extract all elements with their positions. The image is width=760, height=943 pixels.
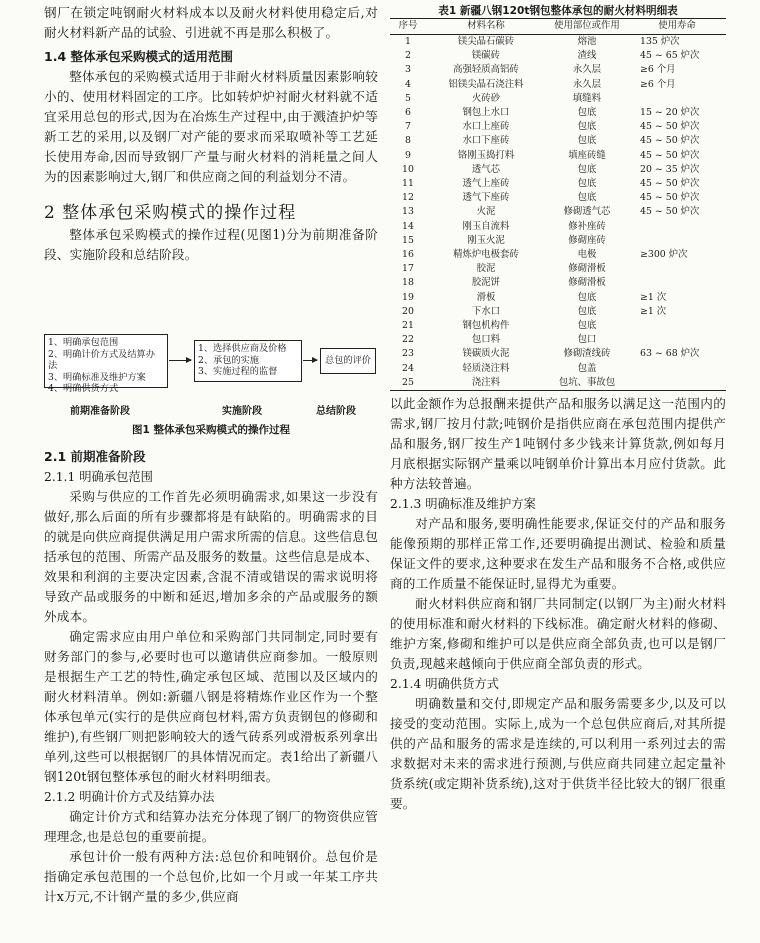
table-cell: 透气下座砖 [462,192,510,204]
materials-table [390,18,726,391]
table-cell: 永久层 [572,78,602,90]
table-cell: 刚玉自流料 [462,220,510,232]
table-row [390,149,726,163]
table-cell: ≥300 炉次 [640,249,688,261]
figure-box-line: 2、承包的实施 [198,354,259,366]
figure-box-line: 4、明确供货方式 [48,383,119,394]
table-cell: 25 [390,376,426,391]
table-cell: 20 [402,305,414,317]
paragraph-2-1-3a: 对产品和服务,要明确性能要求,保证交付的产品和服务能像预期的那样正常工作,还要明确提出测试、检验和质量保证文件的要求,这种要求在发生产品和服务不合格,或供应商的工作质量不能保证时,显得尤为重要。 [390,516,726,592]
table-row [390,35,726,50]
table-cell: 填缝料 [572,92,602,104]
table-cell: 3 [405,64,411,76]
table-cell: 包底 [577,178,597,190]
left-column [44,0,378,265]
table-row [390,276,726,290]
table-cell: 包口料 [471,334,501,346]
table-cell: 包底 [577,163,597,175]
table-cell: 包坑、事故包 [546,376,628,391]
table-cell [628,234,726,248]
table-cell: 电极 [577,249,597,261]
table-cell: 熔池 [577,36,597,47]
table-cell: ≥1 次 [640,305,667,317]
paragraph-2: 整体承包采购模式的操作过程(见图1)分为前期准备阶段、实施阶段和总结阶段。 [44,227,378,262]
right-column [390,0,726,814]
table-cell: 修砌滑板 [568,277,606,289]
table-cell [628,92,726,106]
table-cell: 透气上座砖 [462,178,510,190]
table-cell: 10 [402,163,414,175]
table-cell: 填座砖缝 [568,149,606,161]
table-cell: 16 [402,249,414,261]
figure-box-implementation [194,340,302,382]
table-cell: 2 [405,50,411,62]
table-cell: 高强轻质高铝砖 [453,64,519,76]
table-cell: 包底 [577,135,597,147]
table-row [390,262,726,276]
paragraph-intro: 钢厂在锁定吨钢耐火材料成本以及耐火材料使用稳定后,对耐火材料新产品的试验、引进就不再是那么积极了。 [44,5,378,40]
table-cell: ≥6 个月 [640,78,676,90]
table-cell: 45 ~ 50 炉次 [640,206,700,218]
table-cell: 18 [402,277,414,289]
table-cell: 45 ~ 50 炉次 [640,178,700,190]
paragraph-2-1-2b: 承包计价一般有两种方法:总包价和吨钢价。总包价是指确定承包范围的一个总包价,比如一个月或一年某工序共计x万元,不计钢产量的多少,供应商 [44,849,378,904]
paragraph-2-1-4: 明确数量和交付,即规定产品和服务需要多少,以及可以接受的变动范围。实际上,成为一个总包供应商后,对其所提供的产品和服务的需求是连续的,可以利用一系列过去的需求数据对未来的需求进行预测,与供应商共同建立起定量补货系统(或定期补货系统),这对于供货半径比较大的钢厂很重要。 [390,696,726,812]
table-cell: 轻质浇注料 [462,362,510,374]
table-cell: 包底 [577,107,597,119]
table-cell: 包底 [577,121,597,133]
table-cell: 铬刚玉捣打料 [457,149,515,161]
table-cell: 1 [405,36,411,47]
table-cell: 15 ~ 20 炉次 [640,107,700,119]
table-cell: 火砖砂 [471,92,501,104]
table-cell: 9 [405,149,411,161]
table-cell: 镁碳质火泥 [462,348,510,360]
table-row [390,134,726,148]
table-row [390,347,726,361]
table-cell: 刚玉火泥 [467,234,505,246]
heading-2-1: 2.1 前期准备阶段 [44,449,146,464]
table-row [390,376,726,391]
paragraph-2-1-2a: 确定计价方式和结算办法充分体现了钢厂的物资供应管理理念,也是总包的重要前提。 [44,809,378,844]
table-row [390,106,726,120]
table-cell: 45 ~ 50 炉次 [640,121,700,133]
paragraph-2-1-3b: 耐火材料供应商和钢厂共同制定(以钢厂为主)耐火材料的使用标准和耐火材料的下线标准。确定耐火材料的修砌、维护方案,修砌和维护可以是供应商全部负责,也可以是钢厂负责,现越来越倾向于供应商全部负责的形式。 [390,596,726,672]
paragraph-1-4: 整体承包的采购模式适用于非耐火材料质量因素影响较小的、使用材料固定的工序。比如转炉炉衬耐火材料就不适宜采用总包的形式,因为在冶炼生产过程中,由于溅渣护炉等新工艺的采用,以及钢厂对产能的要求而采取喷补等工艺延长使用寿命,因而导致钢厂产量与耐火材料的消耗量之间人为的因素影响过大,钢厂和供应商之间的利益划分不清。 [44,69,378,184]
table-cell: 浇注料 [426,376,546,391]
table-cell: 135 炉次 [640,36,680,47]
heading-2-1-3: 2.1.3 明确标准及维护方案 [390,497,536,512]
heading-1-4: 1.4 整体承包采购模式的适用范围 [44,49,233,64]
table-header-cell: 使用部位或作用 [546,19,628,35]
table-header-cell: 使用寿命 [628,19,726,35]
table-cell [628,319,726,333]
table-cell: 渣线 [577,50,597,62]
table-cell [628,362,726,376]
table-row [390,92,726,106]
figure-1 [44,326,378,444]
table-row [390,220,726,234]
table-cell: 包底 [577,320,597,332]
table-cell: 45 ~ 50 炉次 [640,192,700,204]
table-cell: 包底 [577,192,597,204]
table-cell [628,276,726,290]
table-row [390,234,726,248]
table-cell [628,333,726,347]
table-cell: 镁碳砖 [471,50,501,62]
heading-2-1-2: 2.1.2 明确计价方式及结算办法 [44,790,215,804]
table-cell: 水口上座砖 [462,121,510,133]
table-cell: 修砌滑板 [568,263,606,275]
table-cell: 包口 [577,334,597,346]
table-cell: 23 [402,348,414,360]
table-cell: 包底 [577,291,597,303]
table-cell [628,262,726,276]
table-row [390,333,726,347]
figure-label-preparation: 前期准备阶段 [70,406,130,417]
table-cell: 修砌透气芯 [563,206,611,218]
table-cell: 15 [402,234,414,246]
table-row [390,191,726,205]
table-row [390,49,726,63]
table-cell: 14 [402,220,414,232]
table-cell: 修补座砖 [568,220,606,232]
table-cell: 滑板 [476,291,496,303]
table-cell: 22 [402,334,414,346]
table-cell: 钢包上水口 [462,107,510,119]
table-header-cell: 材料名称 [426,19,546,35]
figure-arrow [169,360,191,361]
table-cell: 包盖 [577,362,597,374]
table-cell: 20 ~ 35 炉次 [640,163,700,175]
figure-box-line: 3、实施过程的监督 [198,366,278,377]
table-cell: 镁尖晶石碳砖 [457,36,515,47]
table-cell: 24 [402,362,414,374]
table-cell: 45 ~ 50 炉次 [640,135,700,147]
table-header-cell: 序号 [390,19,426,35]
table-row [390,205,726,219]
table-cell: 包底 [577,305,597,317]
figure-arrow [303,360,317,361]
table-cell [628,220,726,234]
table-cell: 7 [405,121,411,133]
table-row [390,291,726,305]
figure-box-line: 1、选择供应商及价格 [198,343,287,354]
table-cell: ≥1 次 [640,291,667,303]
table-cell: 钢包机构件 [462,320,510,332]
heading-2-1-1: 2.1.1 明确承包范围 [44,470,153,484]
table-cell: 水口下座砖 [462,135,510,147]
table-cell: 21 [402,320,414,332]
table-cell: 透气芯 [471,163,501,175]
table-cell: 17 [402,263,414,275]
left-column-lower [44,447,378,907]
table-row [390,63,726,77]
figure-box-preparation [44,334,168,394]
table-cell: ≥6 个月 [640,64,676,76]
table-cell: 修砌座砖 [568,234,606,246]
figure-box-line: 2、明确计价方式及结算办法 [48,348,155,371]
figure-box-line: 1、明确承包范围 [48,337,119,348]
table-cell: 8 [405,135,411,147]
table-cell: 45 ~ 50 炉次 [640,149,700,161]
table-body [390,35,726,391]
table-cell: 永久层 [572,64,602,76]
table-cell: 13 [402,206,414,218]
table-cell: 胶泥饼 [471,277,501,289]
table-cell: 4 [405,78,411,90]
table-cell: 11 [402,178,414,190]
heading-2: 2 整体承包采购模式的操作过程 [44,203,297,223]
table-cell: 19 [402,291,414,303]
table-cell: 下水口 [471,305,501,317]
table-row [390,177,726,191]
figure-caption: 图1 整体承包采购模式的操作过程 [132,424,290,436]
paragraph-continued: 以此金额作为总报酬来提供产品和服务以满足这一范围内的需求,钢厂按月付款;吨钢价是指供应商在承包范围内提供产品和服务,钢厂按生产1吨钢付多少钱来计算货款,例如每月月底根据实际钢产量乘以吨钢单价计算出本月应付货款。此种方法较普遍。 [390,396,726,492]
table-cell: 火泥 [476,206,496,218]
figure-box-line: 3、明确标准及维护方案 [48,371,146,383]
table-row [390,362,726,376]
table-cell: 63 ~ 68 炉次 [640,348,700,360]
table-caption: 表1 新疆八钢120t钢包整体承包的耐火材料明细表 [438,5,678,17]
paragraph-2-1-1b: 确定需求应由用户单位和采购部门共同制定,同时要有财务部门的参与,必要时也可以邀请供应商参加。一般原则是根据生产工艺的特性,确定承包区域、范围以及区域内的耐火材料清单。例如:新疆八钢是将精炼作业区作为一个整体承包单元(实行的是供应商包材料,需方负责钢包的修砌和维护),有些钢厂则把影响较大的透气砖系列或滑板系列拿出单列,这些可以根据钢厂的具体情况而定。表1给出了新疆八钢120t钢包整体承包的耐火材料明细表。 [44,629,378,784]
table-row [390,248,726,262]
table-cell: 铝镁尖晶石浇注料 [448,78,524,90]
table-cell: 修砌渣线砖 [563,348,611,360]
figure-box-summary: 总包的评价 [320,348,376,374]
heading-2-1-4: 2.1.4 明确供货方式 [390,677,499,692]
right-column-text [390,394,726,814]
table-row [390,163,726,177]
table-row [390,319,726,333]
table-header-row [390,19,726,35]
table-cell: 6 [405,107,411,119]
table-cell: 12 [402,192,414,204]
table-cell: 5 [405,92,411,104]
table-cell: 精炼炉电极套砖 [453,249,519,261]
table-row [390,120,726,134]
paragraph-2-1-1a: 采购与供应的工作首先必须明确需求,如果这一步没有做好,那么后面的所有步骤都将是有缺陷的。明确需求的目的就是向供应商提供满足用户需求所需的信息。这些信息包括承包的范围、所需产品及服务的数量。这些信息是成本、效果和利润的主要决定因素,含混不清或错误的需求说明将导致产品或服务的中断和延迟,增加多余的产品或服务的额外成本。 [44,489,378,624]
table-cell [628,376,726,391]
table-cell: 45 ~ 65 炉次 [640,50,700,62]
table-cell: 胶泥 [476,263,496,275]
figure-label-implementation: 实施阶段 [222,406,262,417]
table-row [390,78,726,92]
table-row [390,305,726,319]
figure-label-summary: 总结阶段 [316,406,356,417]
